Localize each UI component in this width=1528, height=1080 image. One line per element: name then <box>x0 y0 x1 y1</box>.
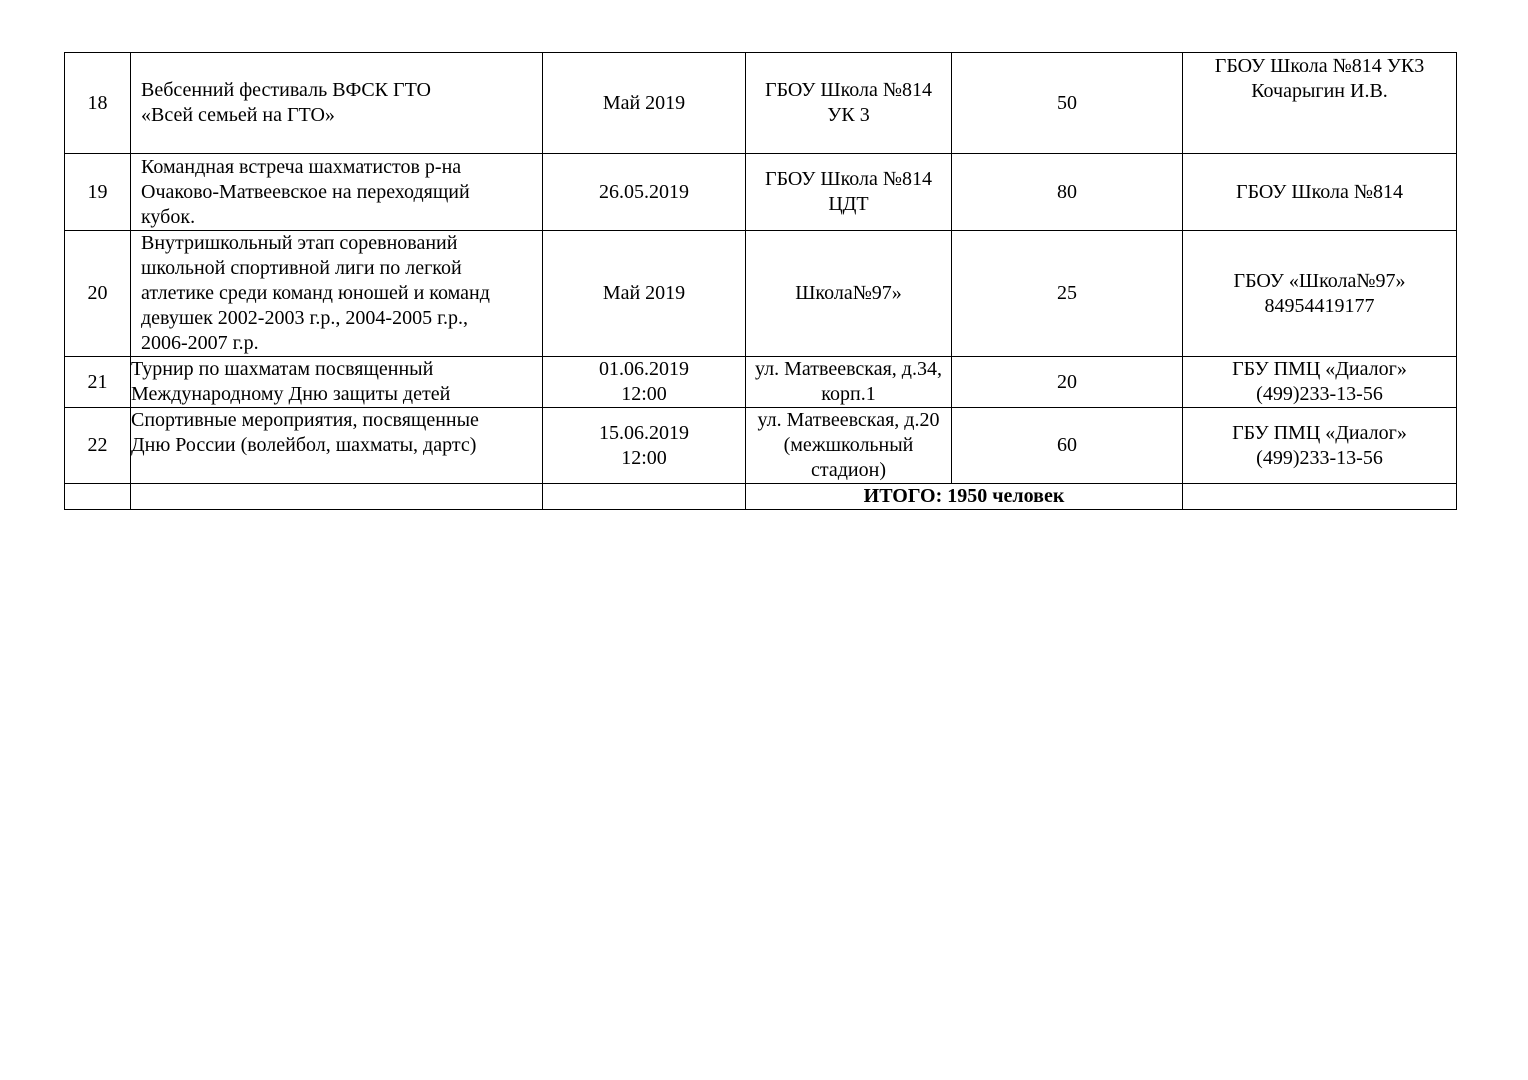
event-title-line: Дню России (волейбол, шахматы, дартс) <box>131 434 477 456</box>
event-place-line: (межшкольный <box>783 434 914 456</box>
participant-count: 80 <box>952 154 1183 231</box>
event-date-cell <box>543 357 746 408</box>
event-title-line: 2006-2007 г.р. <box>141 332 259 354</box>
event-place-line: ул. Матвеевская, д.20 <box>757 409 940 431</box>
participant-count: 25 <box>952 231 1183 357</box>
event-title-cell <box>131 357 543 408</box>
event-title-line: Очаково-Матвеевское на переходящий <box>141 180 470 203</box>
participant-count: 60 <box>952 408 1183 484</box>
organizer-line: ГБОУ Школа №814 УК3 <box>1214 55 1425 77</box>
event-title-line: девушек 2002-2003 г.р., 2004-2005 г.р., <box>141 307 469 329</box>
organizer-cell <box>1183 231 1457 357</box>
event-place-cell <box>746 154 952 231</box>
total-label: ИТОГО: 1950 человек <box>746 484 1183 510</box>
event-date-line: 26.05.2019 <box>599 180 689 203</box>
event-place-line: стадион) <box>811 459 886 481</box>
organizer-cell <box>1183 154 1457 231</box>
event-date-line: Май 2019 <box>602 91 686 114</box>
organizer-line: ГБОУ «Школа№97» <box>1233 269 1406 292</box>
event-date-cell <box>543 408 746 484</box>
table-row <box>65 357 1457 408</box>
empty-cell <box>65 484 131 510</box>
table-row <box>65 53 1457 154</box>
event-place-line: УК 3 <box>827 104 870 126</box>
table-row <box>65 154 1457 231</box>
event-place-line: корп.1 <box>821 383 876 405</box>
organizer-line: ГБУ ПМЦ «Диалог» <box>1232 358 1407 380</box>
row-number: 21 <box>65 357 131 408</box>
event-title-line: Командная встреча шахматистов р-на <box>141 155 462 178</box>
participant-count: 50 <box>952 53 1183 154</box>
participant-count: 20 <box>952 357 1183 408</box>
event-title-line: кубок. <box>141 205 196 228</box>
event-title-line: школьной спортивной лиги по легкой <box>141 257 462 279</box>
event-place-cell <box>746 357 952 408</box>
organizer-line: 84954419177 <box>1264 294 1375 317</box>
organizer-line: Кочарыгин И.В. <box>1251 80 1388 102</box>
event-date-line: Май 2019 <box>602 282 686 304</box>
event-title-line: Международному Дню защиты детей <box>131 383 451 405</box>
events-table <box>64 52 1457 510</box>
organizer-line: (499)233-13-56 <box>1256 383 1383 405</box>
organizer-cell <box>1183 408 1457 484</box>
event-title-line: атлетике среди команд юношей и команд <box>141 282 490 304</box>
organizer-line: ГБУ ПМЦ «Диалог» <box>1232 421 1407 444</box>
event-title-line: Внутришкольный этап соревнований <box>141 232 458 254</box>
total-row <box>65 484 1457 510</box>
event-place-line: ул. Матвеевская, д.34, <box>755 358 942 380</box>
row-number: 20 <box>65 231 131 357</box>
event-date-cell <box>543 154 746 231</box>
event-title-line: «Всей семьей на ГТО» <box>141 104 335 126</box>
event-title-cell <box>131 53 543 154</box>
event-place-line: ГБОУ Школа №814 <box>765 79 932 101</box>
table-row <box>65 231 1457 357</box>
event-title-line: Вебсенний фестиваль ВФСК ГТО <box>141 79 431 101</box>
event-date-line: 12:00 <box>621 383 667 405</box>
empty-cell <box>131 484 543 510</box>
event-place-cell <box>746 231 952 357</box>
event-place-cell <box>746 53 952 154</box>
event-place-line: ГБОУ Школа №814 <box>765 168 932 190</box>
event-date-line: 15.06.2019 <box>599 421 689 444</box>
event-date-line: 01.06.2019 <box>599 358 689 380</box>
event-date-cell <box>543 231 746 357</box>
event-place-line: ЦДТ <box>828 193 869 215</box>
event-title-cell <box>131 154 543 231</box>
event-date-line: 12:00 <box>621 446 667 469</box>
organizer-line: ГБОУ Школа №814 <box>1236 180 1403 203</box>
event-place-line: Школа№97» <box>795 282 902 304</box>
organizer-cell <box>1183 53 1457 154</box>
event-title-cell <box>131 408 543 484</box>
table-row <box>65 408 1457 484</box>
event-date-cell <box>543 53 746 154</box>
event-place-cell <box>746 408 952 484</box>
row-number: 19 <box>65 154 131 231</box>
organizer-line: (499)233-13-56 <box>1256 446 1383 469</box>
empty-cell <box>1183 484 1457 510</box>
event-title-cell <box>131 231 543 357</box>
organizer-cell <box>1183 357 1457 408</box>
event-title-line: Спортивные мероприятия, посвященные <box>131 409 479 431</box>
row-number: 18 <box>65 53 131 154</box>
empty-cell <box>543 484 746 510</box>
row-number: 22 <box>65 408 131 484</box>
event-title-line: Турнир по шахматам посвященный <box>131 358 434 380</box>
